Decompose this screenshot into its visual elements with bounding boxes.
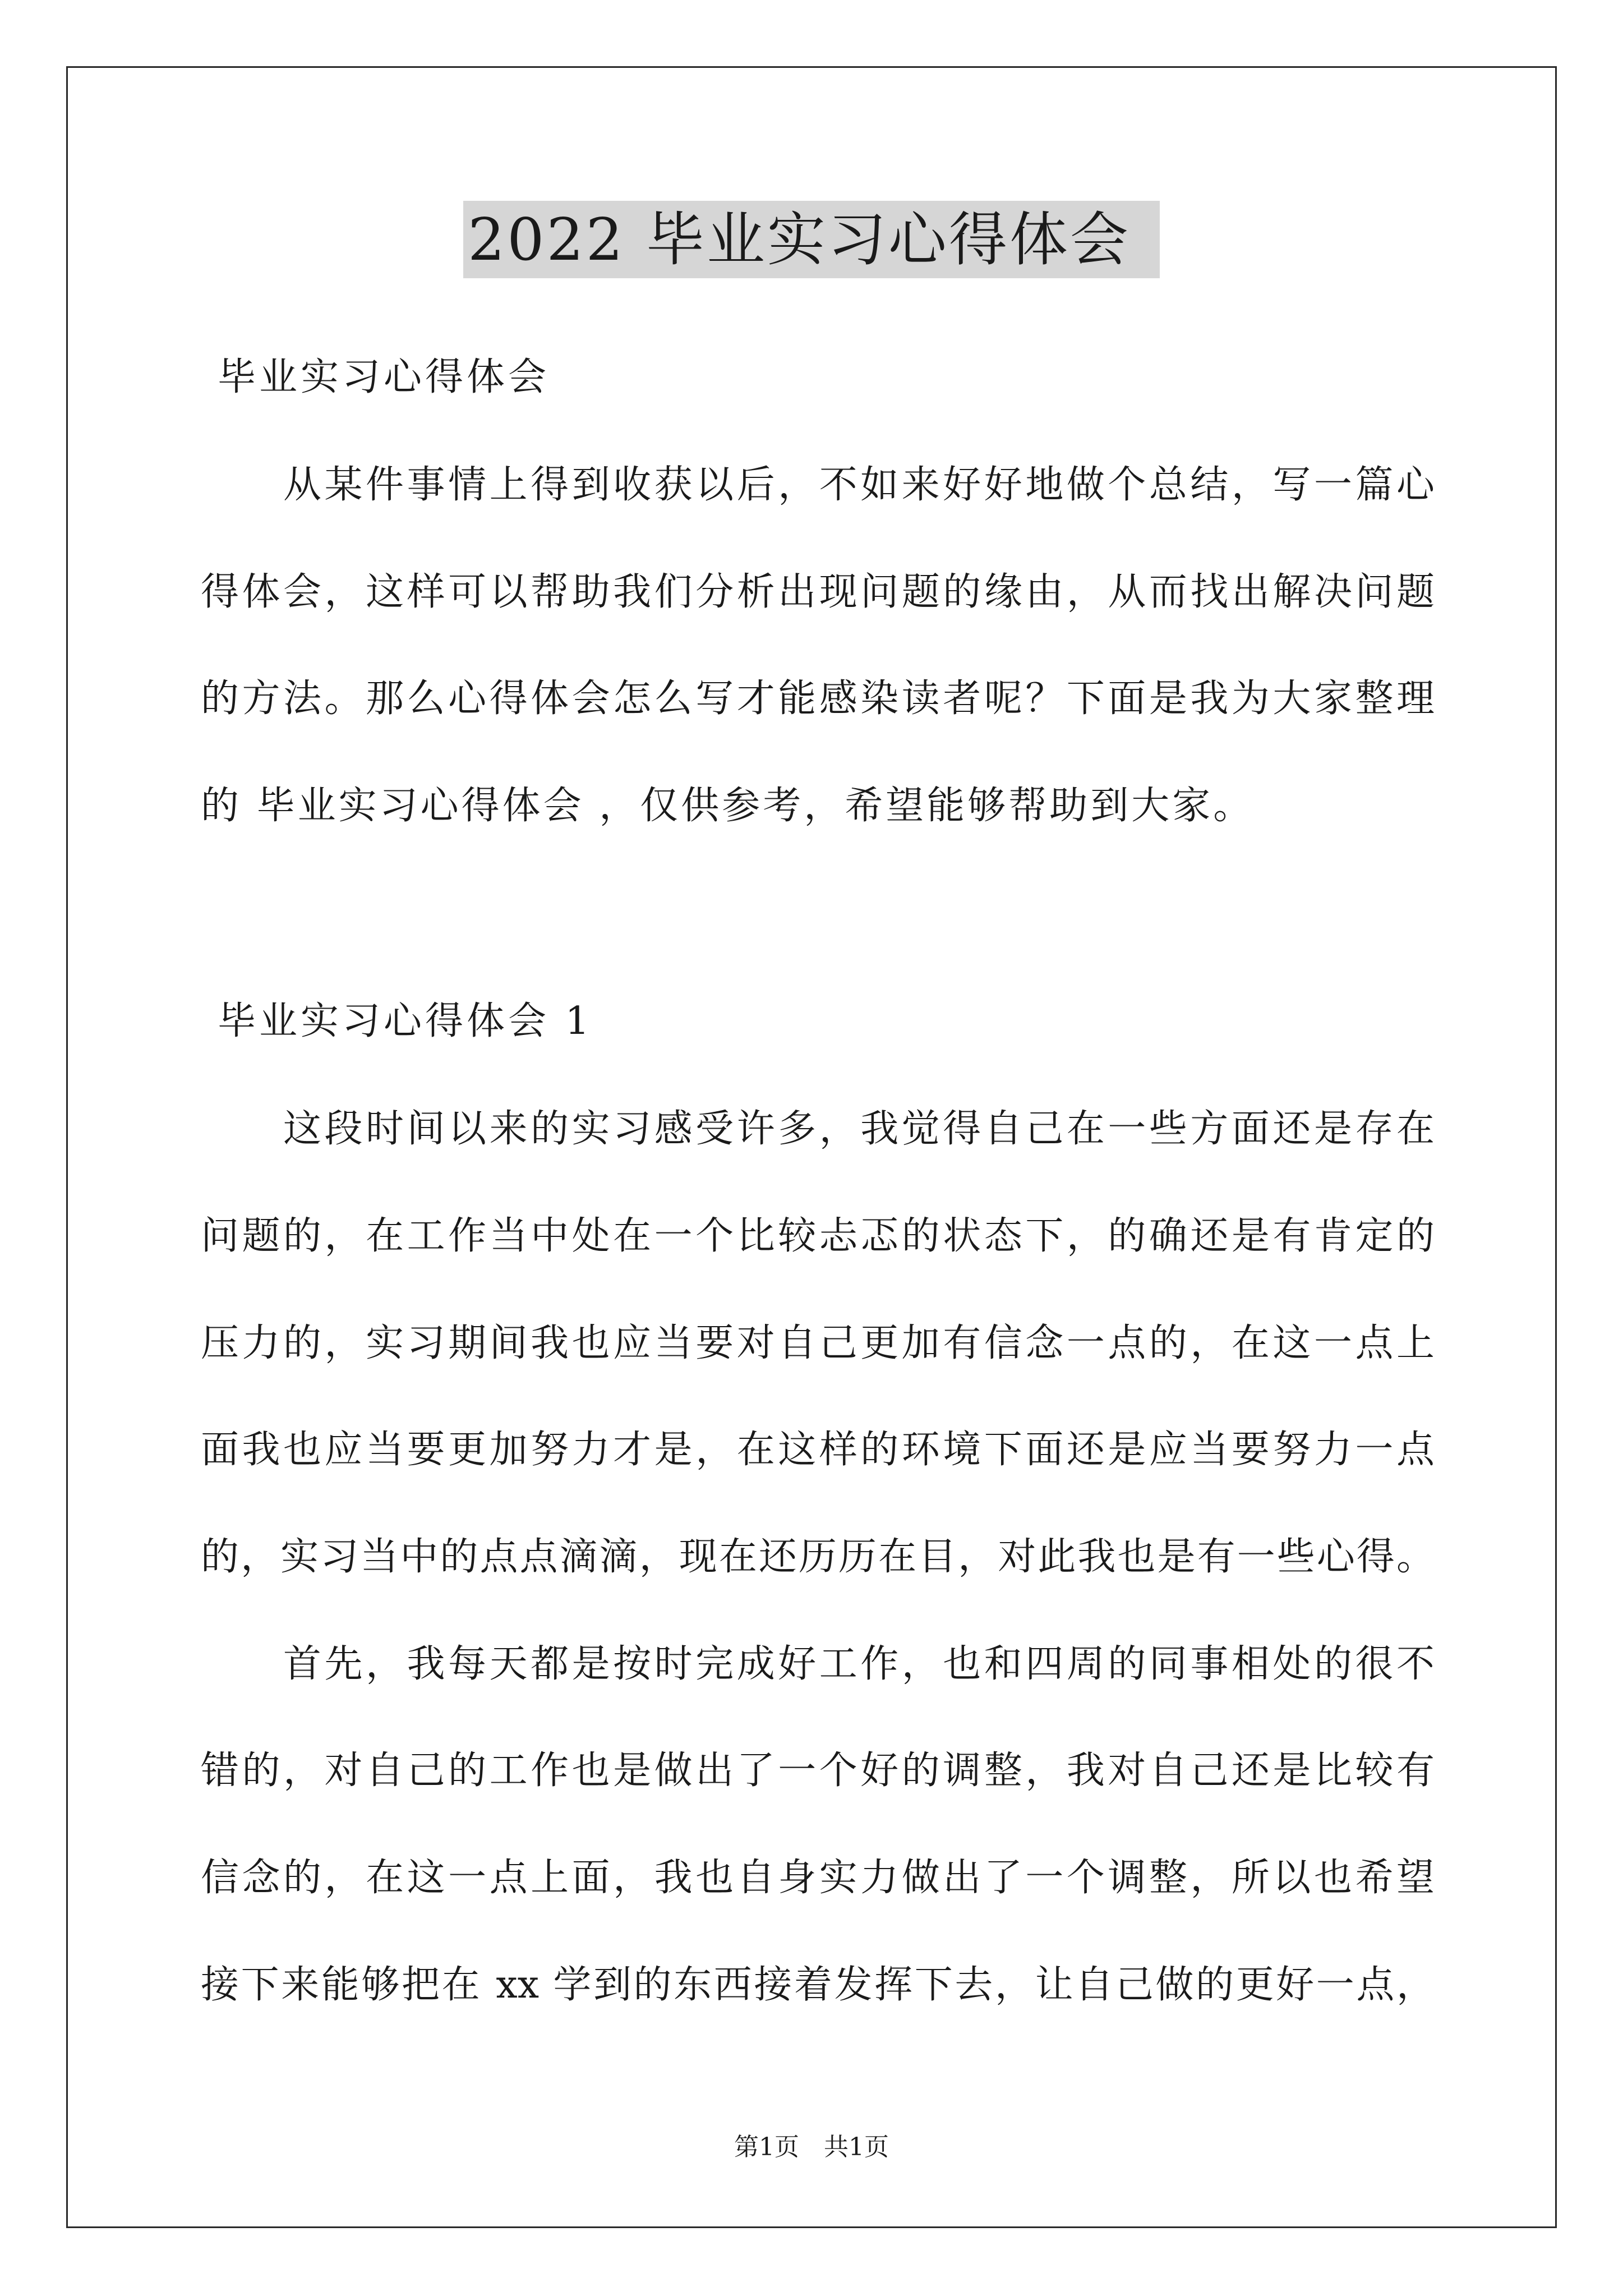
paragraph-line: 从某件事情上得到收获以后，不如来好好地做个总结，写一篇心 [283, 463, 1435, 507]
paragraph-line: 的，实习当中的点点滴滴，现在还历历在目，对此我也是有一些心得。 [201, 1535, 1435, 1579]
paragraph-line: 错的，对自己的工作也是做出了一个好的调整，我对自己还是比较有 [201, 1749, 1435, 1793]
intro-heading: 毕业实习心得体会 [218, 355, 550, 399]
paragraph-line: 的方法。那么心得体会怎么写才能感染读者呢？下面是我为大家整理 [201, 677, 1435, 721]
paragraph-line: 面我也应当要更加努力才是，在这样的环境下面还是应当要努力一点 [201, 1428, 1435, 1472]
paragraph-line: 首先，我每天都是按时完成好工作，也和四周的同事相处的很不 [283, 1642, 1435, 1686]
title-container [0, 201, 1623, 278]
paragraph-line: 的 毕业实习心得体会 ，仅供参考，希望能够帮助到大家。 [201, 784, 1255, 828]
section-heading: 毕业实习心得体会 1 [218, 999, 593, 1043]
paragraph-line: 压力的，实习期间我也应当要对自己更加有信念一点的，在这一点上 [201, 1321, 1435, 1365]
paragraph-line: 这段时间以来的实习感受许多，我觉得自己在一些方面还是存在 [283, 1107, 1435, 1151]
page-footer: 第1页 共1页 [734, 2133, 889, 2161]
document-title: 2022 毕业实习心得体会 [463, 201, 1160, 278]
paragraph-line: 接下来能够把在 xx 学到的东西接着发挥下去，让自己做的更好一点， [201, 1963, 1435, 2007]
paragraph-line: 问题的，在工作当中处在一个比较忐忑的状态下，的确还是有肯定的 [201, 1214, 1435, 1258]
paragraph-line: 信念的，在这一点上面，我也自身实力做出了一个调整，所以也希望 [201, 1856, 1435, 1900]
paragraph-line: 得体会，这样可以帮助我们分析出现问题的缘由，从而找出解决问题 [201, 570, 1435, 614]
